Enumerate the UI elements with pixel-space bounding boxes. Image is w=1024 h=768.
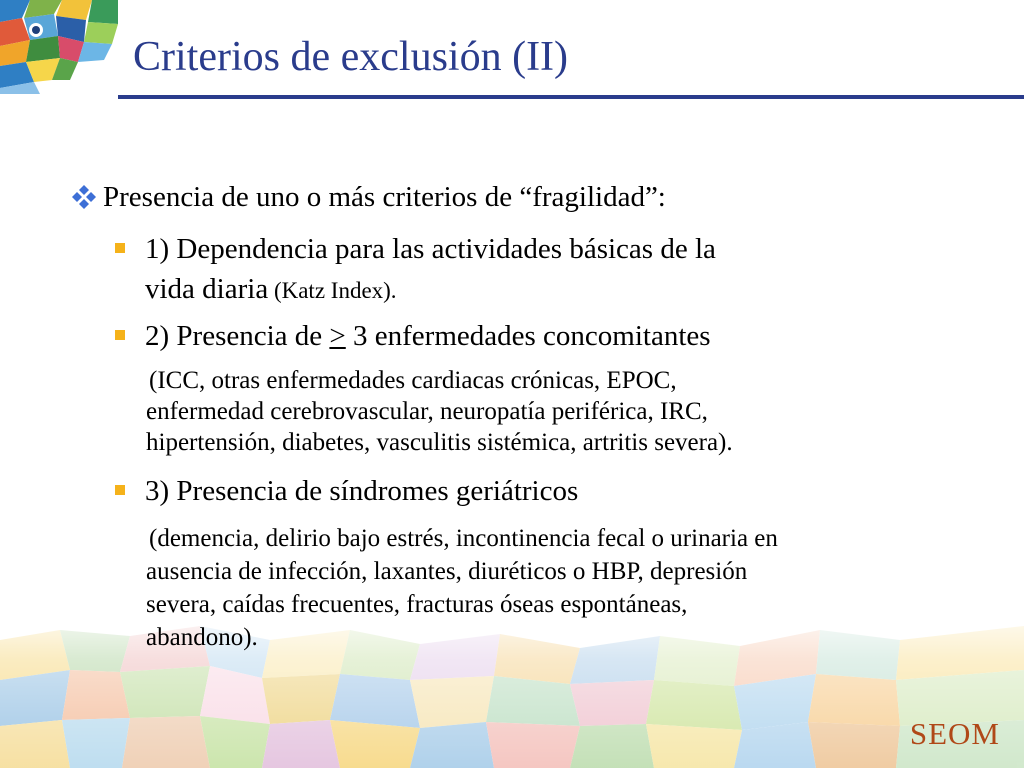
criterion-1-note: (Katz Index). bbox=[268, 278, 397, 303]
seom-brand: SEOM bbox=[909, 716, 1000, 751]
slide-title: Criterios de exclusión (II) bbox=[133, 34, 569, 80]
four-diamond-bullet-icon bbox=[70, 184, 98, 210]
square-bullet-icon bbox=[115, 243, 125, 253]
criterion-2-prefix: 2) Presencia de bbox=[145, 320, 330, 352]
criterion-3-detail-1: (demencia, delirio bajo estrés, incontinencia fecal o urinaria en bbox=[149, 525, 778, 552]
criterion-2-detail-1: (ICC, otras enfermedades cardiacas crónicas, EPOC, bbox=[149, 367, 677, 394]
criterion-3-detail-4: abandono). bbox=[146, 624, 258, 651]
square-bullet-icon bbox=[115, 330, 125, 340]
criterion-3-detail-3: severa, caídas frecuentes, fracturas óseas espontáneas, bbox=[146, 591, 688, 618]
criterion-2-suffix: 3 enfermedades concomitantes bbox=[345, 320, 711, 352]
criterion-2-symbol: > bbox=[329, 320, 346, 352]
criterion-3-detail-2: ausencia de infección, laxantes, diuréticos o HBP, depresión bbox=[146, 558, 748, 585]
criterion-1-line2 bbox=[145, 272, 397, 308]
criterion-1-line1: 1) Dependencia para las actividades básicas de la bbox=[145, 233, 716, 265]
criterion-2-heading bbox=[145, 319, 711, 353]
criterion-2-detail-2: enfermedad cerebrovascular, neuropatía periférica, IRC, bbox=[146, 398, 708, 425]
square-bullet-icon bbox=[115, 485, 125, 495]
criterion-3-heading: 3) Presencia de síndromes geriátricos bbox=[145, 475, 579, 507]
main-bullet-text: Presencia de uno o más criterios de “fragilidad”: bbox=[103, 181, 666, 213]
criterion-2-detail-3: hipertensión, diabetes, vasculitis sistémica, artritis severa). bbox=[146, 429, 733, 456]
criterion-1-main: vida diaria bbox=[145, 273, 269, 305]
